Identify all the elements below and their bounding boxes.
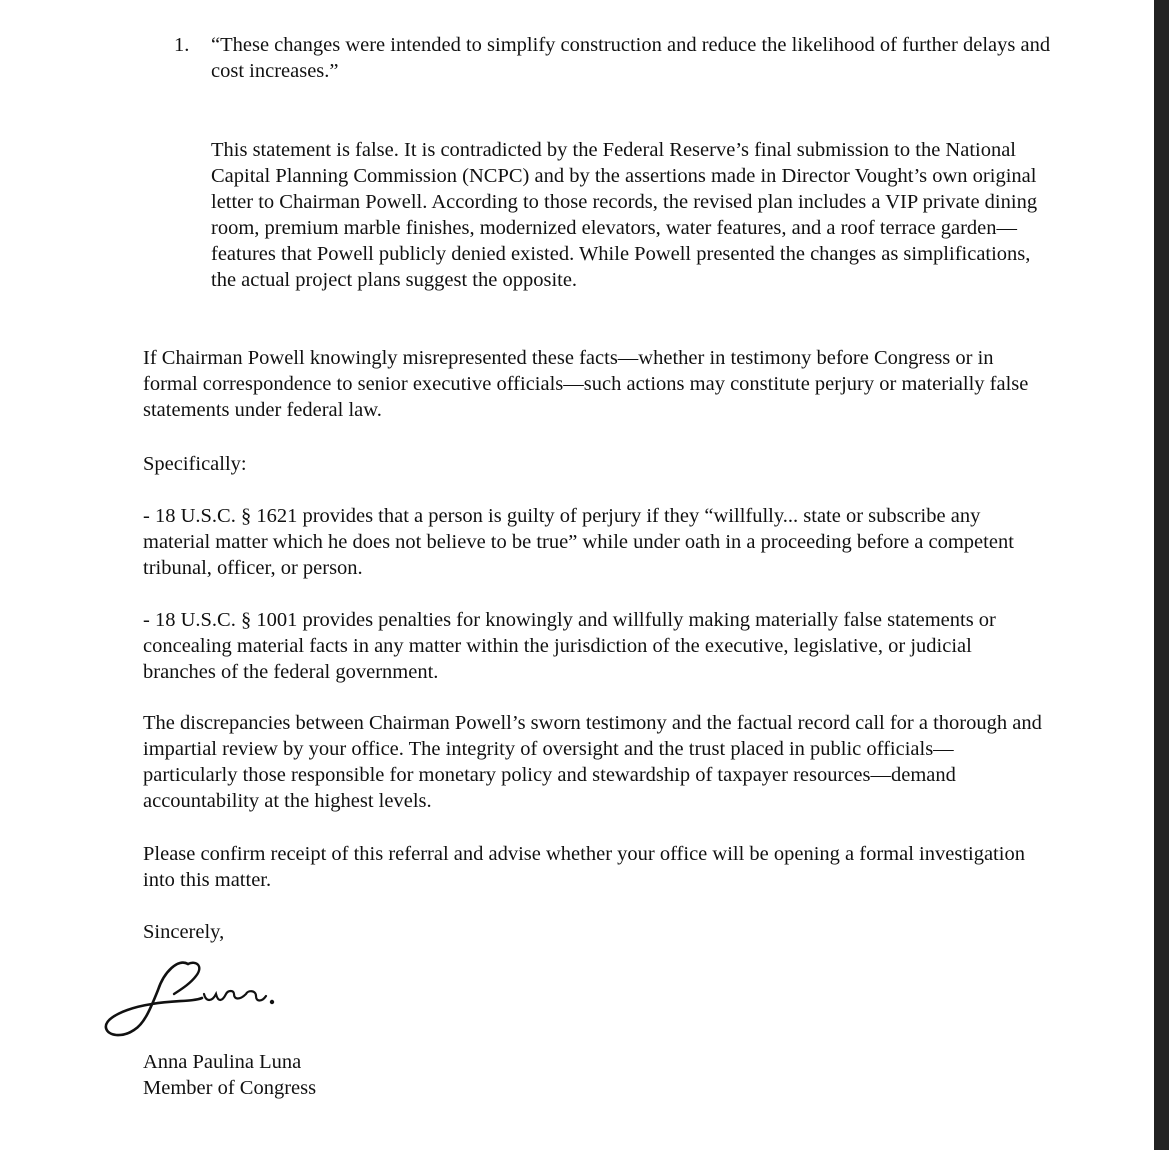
specifically-heading: Specifically: (143, 453, 247, 475)
misrepresentation-paragraph: If Chairman Powell knowingly misrepresented these facts—whether in testimony before Congress or in formal correspondence to senior executive officials—such actions may constitute perjury or materially false statements under federal law. (143, 347, 1029, 421)
request-paragraph: Please confirm receipt of this referral and advise whether your office will be opening a formal investigation into this matter. (143, 843, 1025, 891)
statute-1001-paragraph: - 18 U.S.C. § 1001 provides penalties for knowingly and willfully making materially false statements or concealing material facts in any matter within the jurisdiction of the executive, legislative, or judicial branches of the federal government. (143, 609, 996, 683)
signer-title: Member of Congress (143, 1077, 317, 1099)
closing: Sincerely, (143, 921, 225, 943)
discrepancies-paragraph: The discrepancies between Chairman Powell’s sworn testimony and the factual record call for a thorough and impartial review by your office. The integrity of oversight and the trust placed in public officials—particularly those responsible for monetary policy and stewardship of taxpayer resources—demand accountability at the highest levels. (143, 712, 1042, 812)
signer-name: Anna Paulina Luna (143, 1051, 302, 1073)
right-edge-border (1154, 0, 1169, 1150)
handwritten-signature (100, 950, 300, 1045)
statute-1621-paragraph: - 18 U.S.C. § 1621 provides that a person is guilty of perjury if they “willfully... state or subscribe any material matter which he does not believe to be true” while under oath in a proceeding before a competent tribunal, officer, or person. (143, 505, 1014, 579)
item-number: 1. (174, 34, 190, 56)
quoted-statement: “These changes were intended to simplify construction and reduce the likelihood of further delays and cost increases.” (211, 34, 1051, 82)
rebuttal-paragraph: This statement is false. It is contradicted by the Federal Reserve’s final submission to the National Capital Planning Commission (NCPC) and by the assertions made in Director Vought’s own original letter to Chairman Powell. According to those records, the revised plan includes a VIP private dining room, premium marble finishes, modernized elevators, water features, and a roof terrace garden—features that Powell publicly denied existed. While Powell presented the changes as simplifications, the actual project plans suggest the opposite. (211, 139, 1038, 291)
